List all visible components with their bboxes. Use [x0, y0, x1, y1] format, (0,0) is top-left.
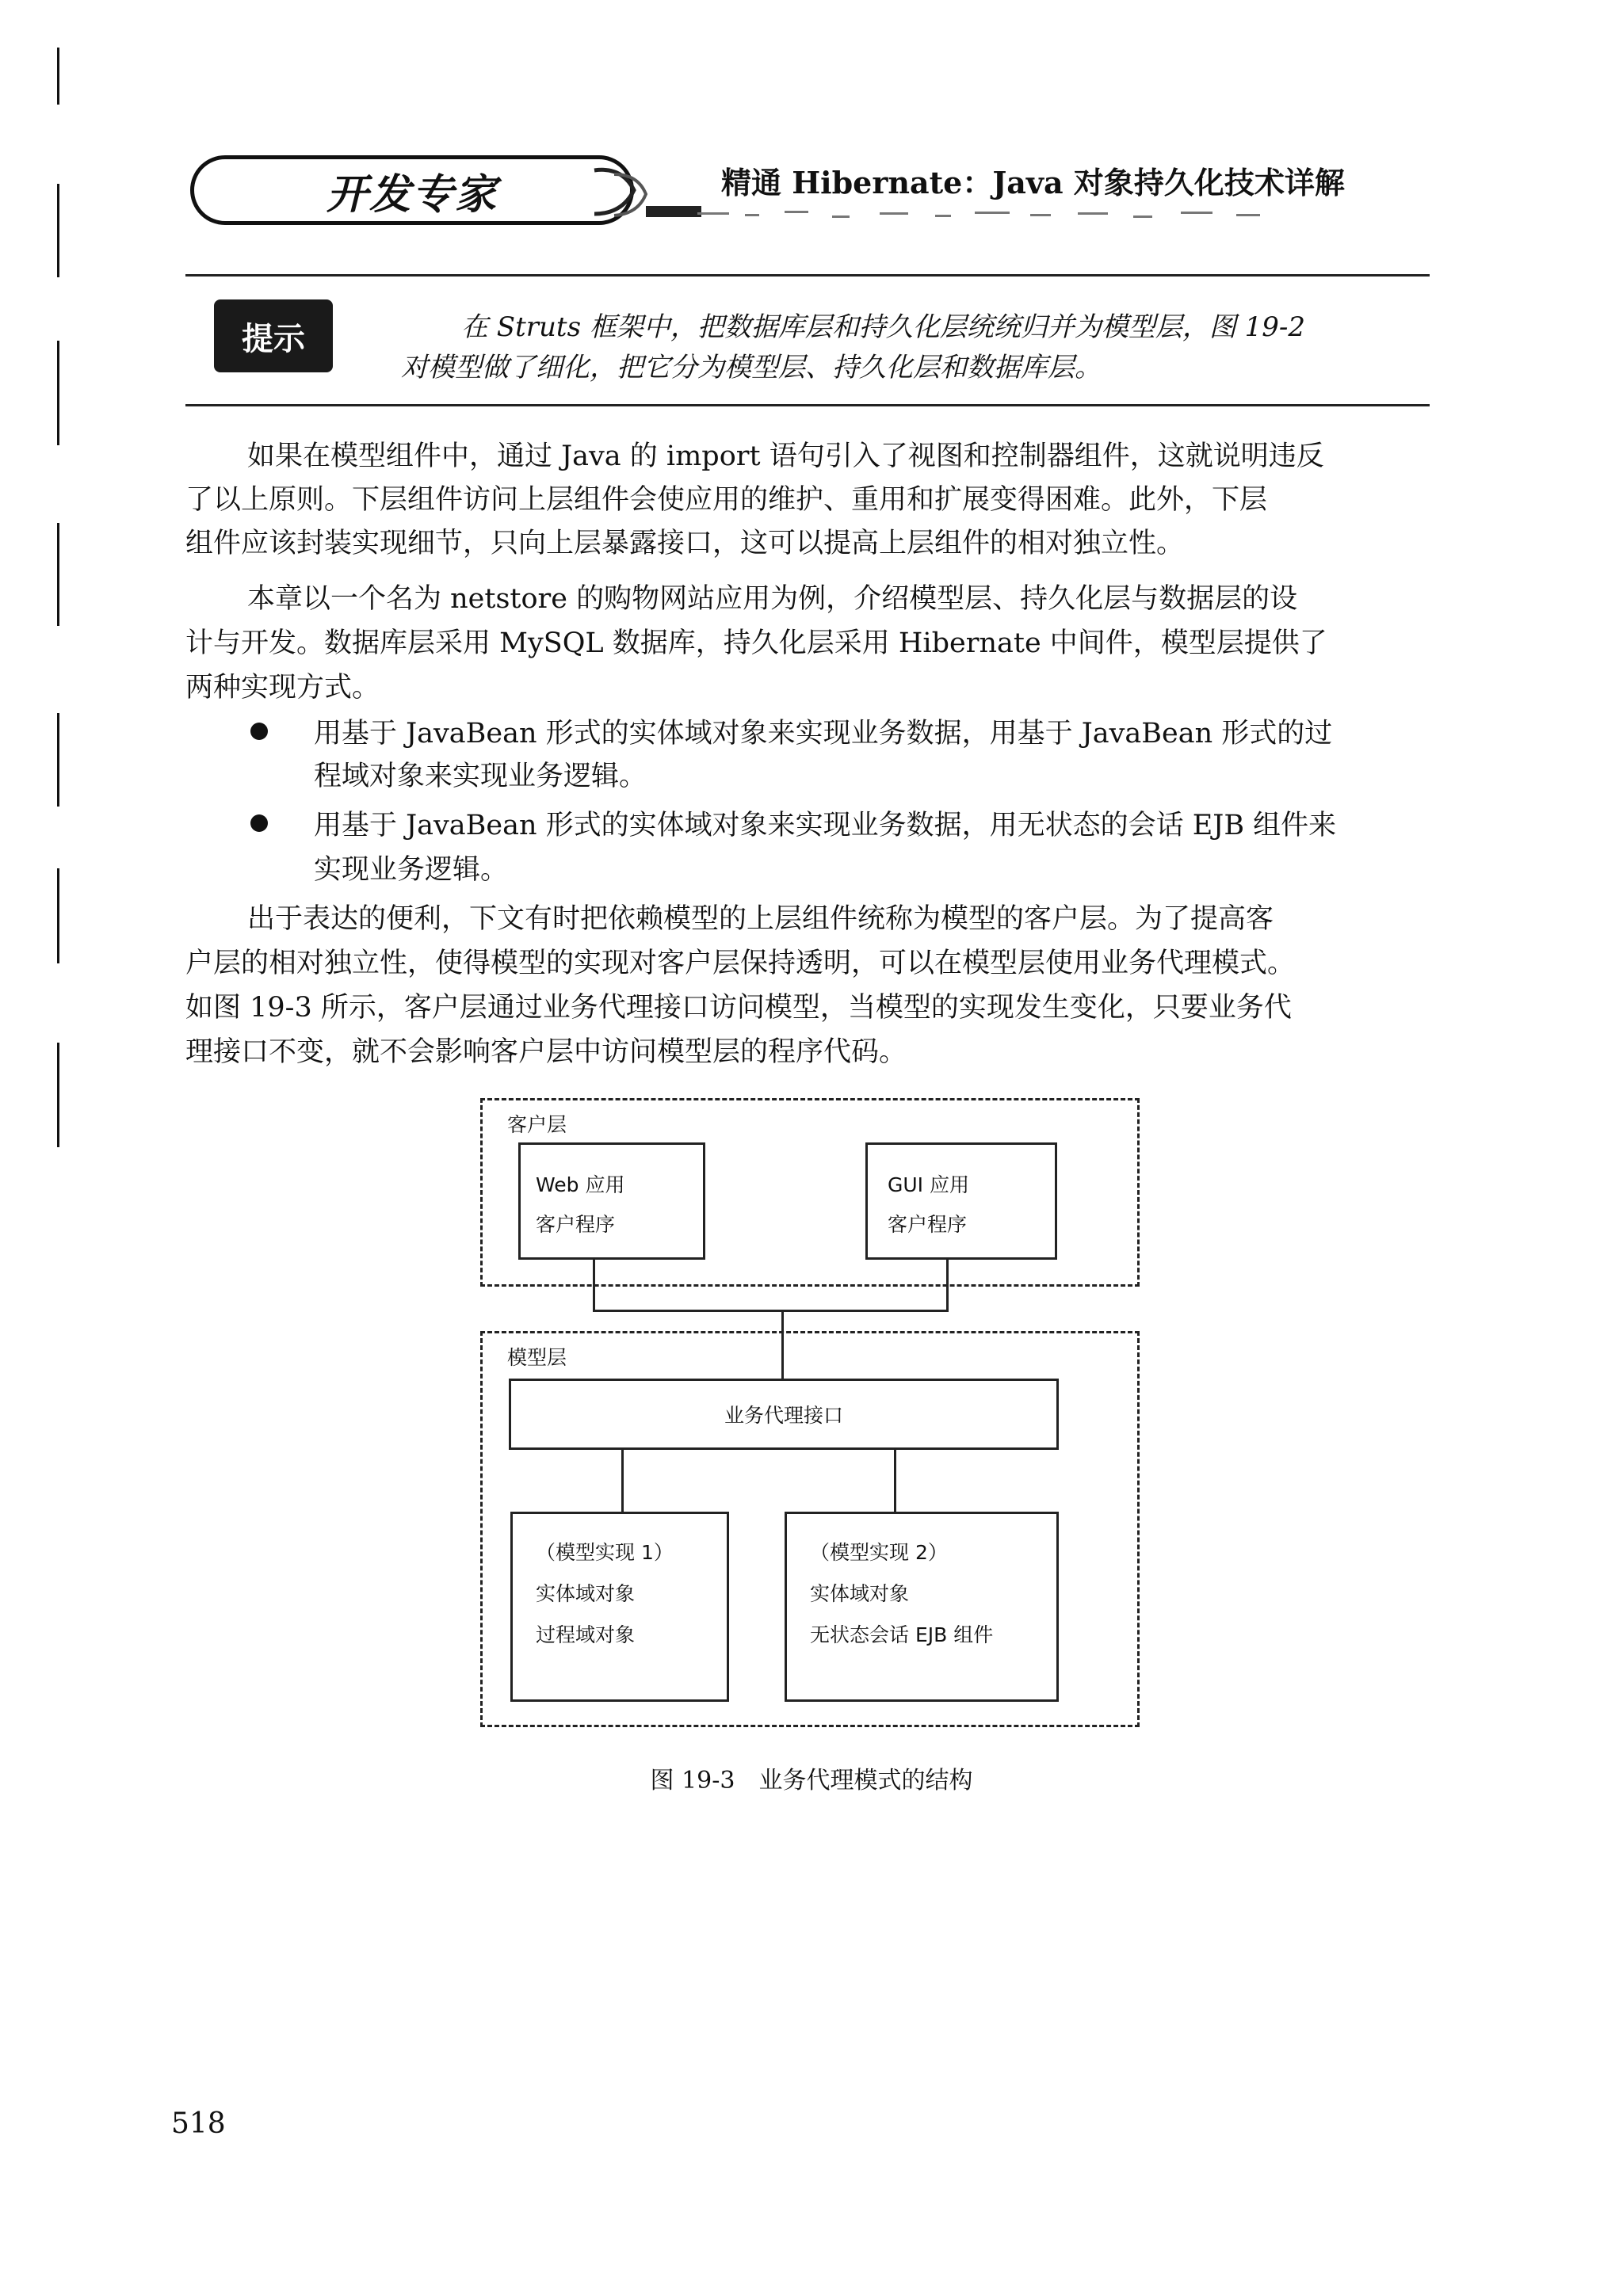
web-client-box [518, 1142, 705, 1260]
margin-mark [57, 48, 59, 105]
gui-client-label: 客户程序 [888, 1213, 968, 1236]
tip-top-rule [185, 274, 1430, 277]
paragraph-line: 户层的相对独立性，使得模型的实现对客户层保持透明，可以在模型层使用业务代理模式。 [185, 948, 1296, 979]
model-layer-label: 模型层 [507, 1346, 567, 1369]
header-speckle-decor [697, 206, 1284, 223]
model-impl-1-label: 过程域对象 [536, 1623, 636, 1646]
proxy-interface-label: 业务代理接口 [724, 1404, 843, 1427]
bullet-point [250, 723, 268, 740]
paragraph-line: 如图 19-3 所示，客户层通过业务代理接口访问模型，当模型的实现发生变化，只要业务代 [185, 992, 1292, 1024]
paragraph-line: 两种实现方式。 [185, 672, 380, 704]
header-decor-icon [590, 158, 701, 230]
paragraph-line: 本章以一个名为 netstore 的购物网站应用为例，介绍模型层、持久化层与数据层的设 [247, 583, 1298, 615]
paragraph-line: 出于表达的便利，下文有时把依赖模型的上层组件统称为模型的客户层。为了提高客 [247, 903, 1274, 935]
paragraph-line: 如果在模型组件中，通过 Java 的 import 语句引入了视图和控制器组件，这就说明违反 [247, 441, 1324, 472]
web-client-label: Web 应用 [536, 1173, 625, 1196]
paragraph-line: 组件应该封装实现细节，只向上层暴露接口，这可以提高上层组件的相对独立性。 [185, 528, 1185, 559]
model-impl-1-label: （模型实现 1） [536, 1541, 674, 1564]
connector [621, 1450, 624, 1513]
bullet-line: 实现业务逻辑。 [314, 854, 509, 886]
bullet-line: 用基于 JavaBean 形式的实体域对象来实现业务数据，用基于 JavaBean 形式的过 [314, 718, 1333, 749]
connector [593, 1260, 595, 1312]
model-impl-2-label: 无状态会话 EJB 组件 [810, 1623, 994, 1646]
bullet-point [250, 814, 268, 832]
connector [894, 1450, 896, 1513]
tip-bottom-rule [185, 404, 1430, 406]
figure-caption: 图 19-3 业务代理模式的结构 [650, 1767, 973, 1794]
tip-icon-label: 提示 [242, 320, 305, 357]
tip-text-line: 对模型做了细化，把它分为模型层、持久化层和数据库层。 [401, 352, 1102, 383]
margin-mark [57, 868, 59, 963]
connector [946, 1260, 949, 1312]
gui-client-box [865, 1142, 1057, 1260]
series-logo-text: 开发专家 [326, 170, 498, 219]
margin-mark [57, 1043, 59, 1147]
tip-icon [214, 299, 333, 372]
margin-mark [57, 341, 59, 445]
tip-text-line: 在 Struts 框架中，把数据库层和持久化层统统归并为模型层，图 19-2 [461, 311, 1306, 343]
book-title: 精通 Hibernate：Java 对象持久化技术详解 [721, 165, 1345, 200]
gui-client-label: GUI 应用 [888, 1173, 969, 1196]
paragraph-line: 了以上原则。下层组件访问上层组件会使应用的维护、重用和扩展变得困难。此外，下层 [185, 484, 1268, 516]
margin-mark [57, 184, 59, 277]
bullet-line: 程域对象来实现业务逻辑。 [314, 761, 647, 792]
model-impl-2-label: （模型实现 2） [810, 1541, 948, 1564]
web-client-label: 客户程序 [536, 1213, 616, 1236]
series-logo [190, 155, 634, 225]
page-number: 518 [171, 2107, 226, 2140]
paragraph-line: 计与开发。数据库层采用 MySQL 数据库，持久化层采用 Hibernate 中间件，模型层提供了 [185, 627, 1327, 659]
margin-mark [57, 523, 59, 626]
connector [593, 1310, 949, 1312]
model-impl-1-label: 实体域对象 [536, 1582, 636, 1605]
paragraph-line: 理接口不变，就不会影响客户层中访问模型层的程序代码。 [185, 1036, 907, 1068]
client-layer-label: 客户层 [507, 1113, 567, 1136]
model-impl-2-label: 实体域对象 [810, 1582, 910, 1605]
margin-mark [57, 713, 59, 807]
bullet-line: 用基于 JavaBean 形式的实体域对象来实现业务数据，用无状态的会话 EJB 组件来 [314, 810, 1337, 841]
proxy-interface-box [509, 1379, 1059, 1450]
